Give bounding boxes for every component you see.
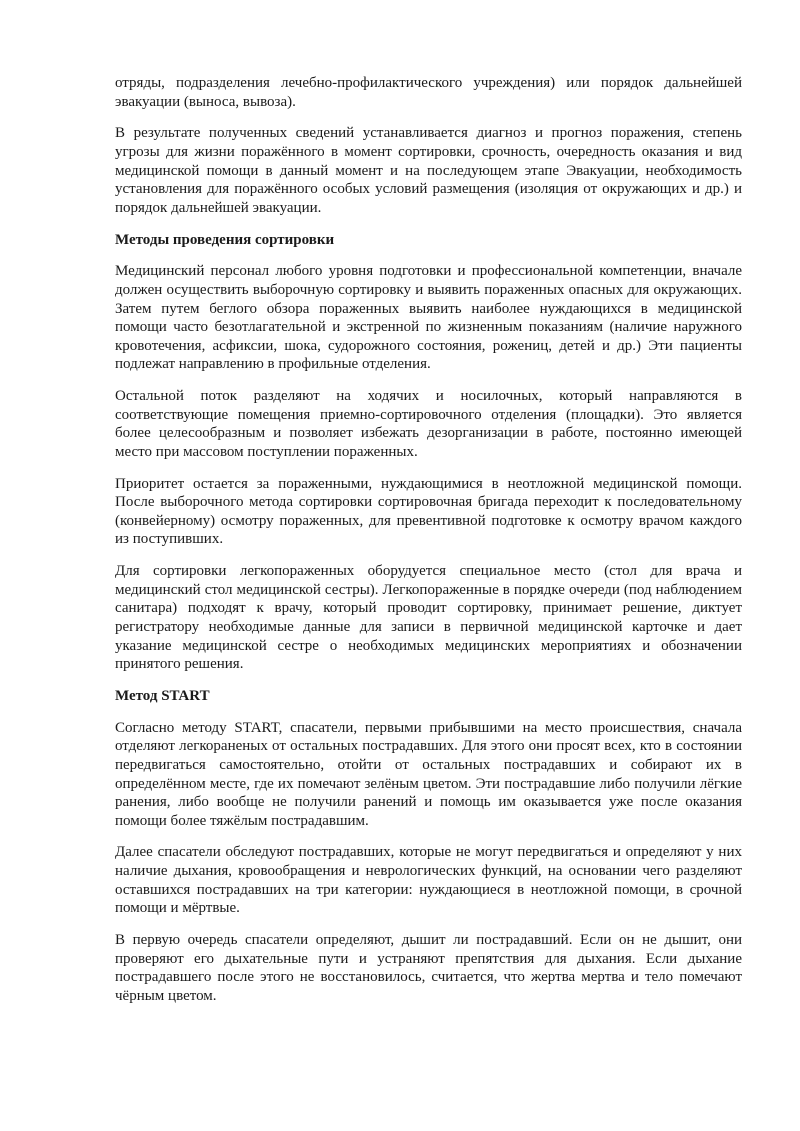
paragraph-walking-stretcher: Остальной поток разделяют на ходячих и носилочных, который направляются в соответствующие помещения приемно-сортировочного отделения (площадки). Это является более целесообразным и позволяет избежать дезорганизации в работе, постоянно имеющей место при массовом поступлении пораженных. [115,388,742,460]
section-heading-sorting-methods: Методы проведения сортировки [115,231,335,248]
paragraph-evacuation-order: отряды, подразделения лечебно-профилактического учреждения) или порядок дальнейшей эвакуации (выноса, вывоза). [115,75,742,110]
section-heading-start-method: Метод START [115,687,210,704]
paragraph-priority: Приоритет остается за пораженными, нуждающимися в неотложной медицинской помощи. После выборочного метода сортировки сортировочная бригада переходит к последовательному (конвейерному) осмотру пораженных, для превентивной подготовке к осмотру врачом каждого из поступивших. [115,475,742,548]
paragraph-diagnosis: В результате полученных сведений устанавливается диагноз и прогноз поражения, степень угрозы для жизни поражённого в момент сортировки, срочность, очередность оказания и вид медицинской помощи в данный момент и на последующем этапе Эвакуации, необходимость установления для поражённого особых условий размещения (изоляция от окружающих и др.) и порядок дальнейшей эвакуации. [115,125,742,216]
paragraph-selective-sorting: Медицинский персонал любого уровня подготовки и профессиональной компетенции, вначале должен осуществить выборочную сортировку и выявить пораженных опасных для окружающих. Затем путем беглого обзора пораженных выявить наиболее нуждающихся в медицинской помощи часто безотлагательной и экстренной по жизненным показаниям (наличие наружного кровотечения, асфиксии, шока, судорожного состояния, рожениц, детей и др.) Эти пациенты подлежат направлению в профильные отделения. [115,263,742,373]
paragraph-start-categories: Далее спасатели обследуют пострадавших, которые не могут передвигаться и определяют у них наличие дыхания, кровообращения и неврологических функций, на основании чего разделяют оставшихся пострадавших на три категории: нуждающиеся в неотложной помощи, в срочной помощи и мёртвые. [115,844,742,917]
document-page [115,74,742,1019]
paragraph-light-injuries: Для сортировки легкопораженных оборудуется специальное место (стол для врача и медицинский стол медицинской сестры). Легкопораженные в порядке очереди (под наблюдением санитара) подходят к врачу, который проводит сортировку, принимает решение, диктует регистратору необходимые данные для записи в первичной медицинской карточке и дает указание медицинской сестре о необходимых медицинских мероприятиях и обозначении принятого решения. [115,563,742,673]
paragraph-start-green: Согласно методу START, спасатели, первыми прибывшими на место происшествия, сначала отделяют легкораненых от остальных пострадавших. Для этого они просят всех, кто в состоянии передвигаться самостоятельно, отойти от остальных пострадавших и собирают их в определённом месте, где их помечают зелёным цветом. Эти пострадавшие либо получили лёгкие ранения, либо вообще не получили ранений и помощь им оказывается уже после оказания помощи более тяжёлым пострадавшим. [115,719,742,829]
paragraph-start-breathing: В первую очередь спасатели определяют, дышит ли пострадавший. Если он не дышит, они проверяют его дыхательные пути и устраняют препятствия для дыхания. Если дыхание пострадавшего после этого не восстановилось, считается, что жертва мертва и тело помечают чёрным цветом. [115,932,742,1004]
